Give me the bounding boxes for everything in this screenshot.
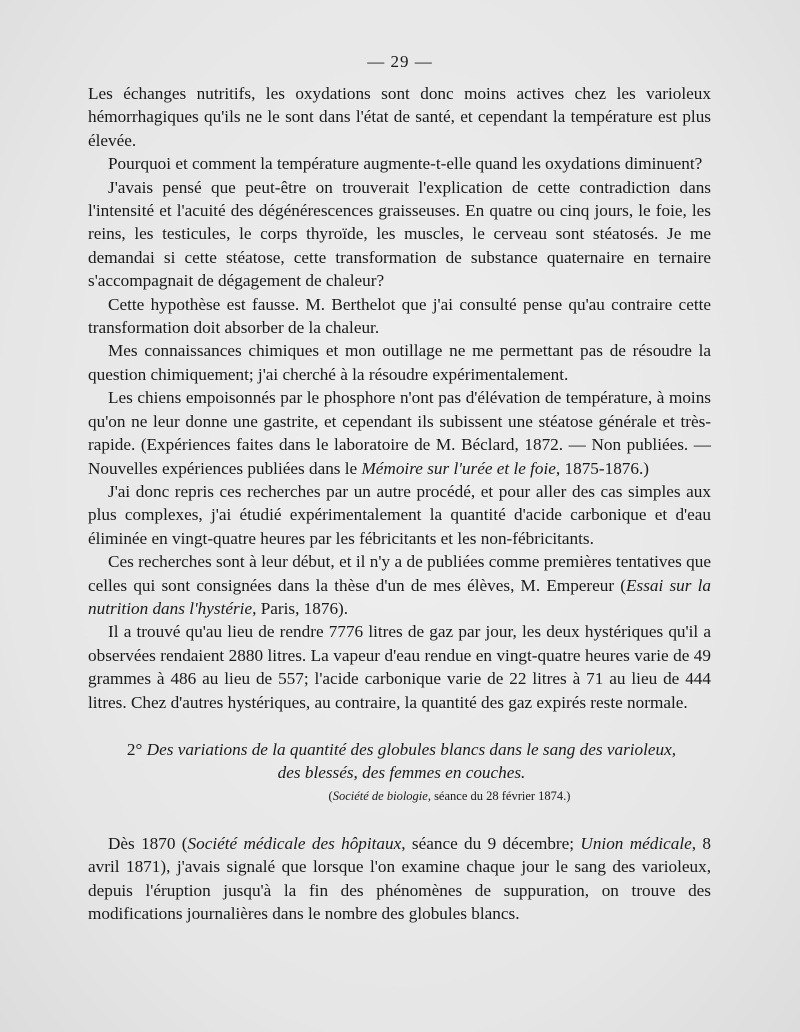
paragraphs-before-section [88,82,711,714]
paragraph-p8 [88,550,711,620]
section-source-note [88,789,711,804]
text-run: Les échanges nutritifs, les oxydations sont donc moins actives chez les varioleux hémorrhagiques qu'ils ne le sont dans l'état de santé, et cependant la température est plus élevée. [88,84,711,150]
text-run: Ces recherches sont à leur début, et il n'y a de publiées comme premières tentatives que celles qui sont consignées dans la thèse d'un de mes élèves, M. Empereur ( [88,552,711,595]
paragraph-p10 [88,832,711,926]
text-run: , Paris, 1876). [252,598,349,618]
paragraph-p7 [88,480,711,550]
page-content [88,82,711,925]
text-run: Pourquoi et comment la température augmente-t-elle quand les oxydations diminuent? [108,154,703,174]
source-open: ( [328,788,333,803]
section-number: 2° [126,739,143,759]
section-title-line-2: des blessés, des femmes en couches. [277,763,526,783]
text-run: , 1875-1876.) [555,458,650,478]
italic-text: Société médicale des hôpitaux [187,833,402,853]
paragraph-p5 [88,339,711,386]
text-run: Les chiens empoisonnés par le phosphore n'ont pas d'élévation de température, à moins qu'on ne leur donne une gastrite, et cependant ils subissent une stéatose générale et très-rapide. (Expériences faites dans le laboratoire de M. Béclard, 1872. — Non publiées. — Nouvelles expériences publiées dans le [88,388,711,478]
italic-text: Mémoire sur l'urée et le foie [361,458,556,478]
source-date: , séance du 28 février 1874.) [427,788,571,803]
section-heading [88,738,711,785]
source-society: Société de biologie [332,788,428,803]
paragraph-p4 [88,293,711,340]
paragraph-p1 [88,82,711,152]
text-run: J'avais pensé que peut-être on trouverait l'explication de cette contradiction dans l'intensité et l'acuité des dégénérescences graisseuses. En quatre ou cinq jours, le foie, les reins, les testicules, le corps thyroïde, les muscles, le cerveau sont stéatosés. Je me demandai si cette stéatose, cette transformation de substance quaternaire en ternaire s'accompagnait de dégagement de chaleur? [88,177,711,291]
section-heading-line-1 [92,738,711,761]
page-number: — 29 — [367,52,433,71]
text-run: Il a trouvé qu'au lieu de rendre 7776 litres de gaz par jour, les deux hystériques qu'il a observées rendaient 2880 litres. La vapeur d'eau rendue en vingt-quatre heures varie de 49 grammes à 486 au lieu de 557; l'acide carbonique varie de 22 litres à 71 au lieu de 444 litres. Chez d'autres hystériques, au contraire, la quantité des gaz expirés reste normale. [88,622,711,712]
paragraph-p6 [88,386,711,480]
text-run: Dès 1870 ( [108,833,188,853]
paragraphs-after-section [88,832,711,926]
text-run: Cette hypothèse est fausse. M. Berthelot que j'ai consulté pense qu'au contraire cette transformation doit absorber de la chaleur. [88,294,711,338]
italic-text: Union médicale [580,833,692,853]
paragraph-p9 [88,620,711,714]
italic-text: Essai sur la nutrition dans l'hystérie [88,575,711,618]
text-run: , 8 avril 1871), j'avais signalé que lorsque l'on examine chaque jour le sang des varioleux, depuis l'éruption jusqu'à la fin des phénomènes de suppuration, on trouve des modifications journalières dans le nombre des globules blancs. [88,833,711,923]
paragraph-p2 [88,152,711,175]
text-run: J'ai donc repris ces recherches par un autre procédé, et pour aller des cas simples aux plus complexes, j'ai étudié expérimentalement la quantité d'acide carbonique et d'eau éliminée en vingt-quatre heures par les fébricitants et les non-fébricitants. [88,481,711,548]
paragraph-p3 [88,176,711,293]
text-run: , séance du 9 décembre; [401,833,581,853]
section-title-line-1: Des variations de la quantité des globules blancs dans le sang des varioleux, [146,739,677,759]
text-run: Mes connaissances chimiques et mon outillage ne me permettant pas de résoudre la question chimiquement; j'ai cherché à la résoudre expérimentalement. [88,341,711,384]
